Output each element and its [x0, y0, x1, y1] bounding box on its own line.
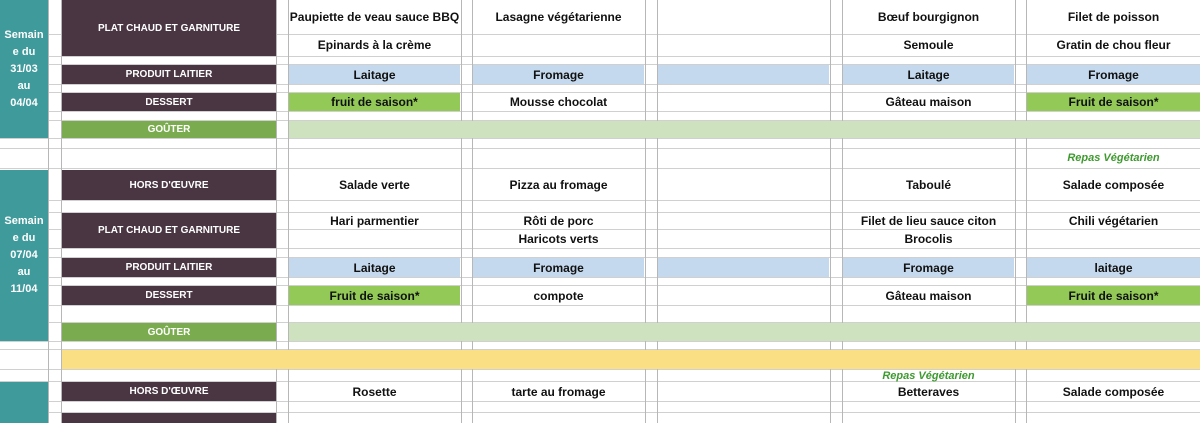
w2-dessert-tue: compote — [533, 288, 584, 303]
grid-line — [0, 111, 1200, 112]
w1-gouter-band — [289, 121, 1200, 138]
grid-line — [0, 56, 1200, 57]
label-hors-oeuvre: HORS D'ŒUVRE — [62, 170, 276, 200]
w2-main2-thu: Brocolis — [904, 232, 953, 246]
label-gouter: GOÛTER — [62, 121, 276, 138]
grid-line — [0, 84, 1200, 85]
w2-main1-tue: Rôti de porc — [523, 214, 594, 228]
w1-main1-mon: Paupiette de veau sauce BBQ — [289, 9, 460, 24]
grid-line — [0, 401, 1200, 402]
w2-gouter-band — [289, 323, 1200, 341]
label-dessert: DESSERT — [62, 286, 276, 305]
w3-starter-thu: Betteraves — [897, 384, 960, 399]
w2-dairy-fri: laitage — [1027, 258, 1200, 277]
w1-dairy-tue: Fromage — [473, 65, 644, 84]
w1-dairy-wed — [658, 65, 829, 84]
w3-starter-wed — [658, 382, 829, 401]
grid-line — [0, 341, 1200, 342]
w1-main2-tue — [473, 35, 644, 55]
week-label-07-04: Semain e du 07/04 au 11/04 — [0, 170, 48, 341]
w2-dairy-mon: Laitage — [289, 258, 460, 277]
w1-dessert-thu: Gâteau maison — [885, 95, 972, 109]
grid-line — [0, 200, 1200, 201]
w2-dessert-wed — [658, 286, 829, 305]
veg-meal-label: Repas Végétarien — [1067, 152, 1160, 164]
w2-main1-thu: Filet de lieu sauce citon — [860, 214, 997, 228]
w1-main2-mon: Epinards à la crème — [317, 38, 432, 52]
w1-main1-wed — [658, 3, 829, 30]
w2-starter-mon: Salade verte — [339, 178, 410, 192]
w1-main1-thu: Bœuf bourgignon — [877, 9, 980, 24]
grid-line — [0, 305, 1200, 306]
w2-dessert-thu: Gâteau maison — [885, 288, 972, 303]
w2-starter-wed — [658, 172, 829, 198]
w1-main2-wed — [658, 35, 829, 55]
w1-dessert-wed — [658, 93, 829, 111]
holiday-band — [62, 350, 1200, 369]
w2-dairy-tue: Fromage — [473, 258, 644, 277]
w1-dairy-thu: Laitage — [843, 65, 1014, 84]
week-label-31-03: Semain e du 31/03 au 04/04 — [0, 0, 48, 138]
w2-main1-wed — [658, 213, 829, 229]
grid-line — [0, 148, 1200, 149]
grid-line — [48, 0, 49, 423]
label-produit-laitier: PRODUIT LAITIER — [62, 65, 276, 84]
label-gouter: GOÛTER — [62, 323, 276, 341]
w1-dessert-fri: Fruit de saison* — [1027, 93, 1200, 111]
w1-main2-thu: Semoule — [903, 38, 954, 52]
grid-line — [0, 138, 1200, 139]
label-hors-oeuvre: HORS D'ŒUVRE — [62, 382, 276, 401]
w2-dairy-wed — [658, 258, 829, 277]
w3-starter-tue: tarte au fromage — [511, 384, 606, 399]
w2-main2-fri — [1027, 230, 1200, 248]
week-label-next — [0, 382, 48, 423]
w3-starter-fri: Salade composée — [1062, 384, 1165, 399]
w1-dairy-fri: Fromage — [1027, 65, 1200, 84]
w2-main2-tue: Haricots verts — [518, 232, 599, 246]
label-dessert: DESSERT — [62, 93, 276, 111]
w2-dairy-thu: Fromage — [843, 258, 1014, 277]
w1-dairy-mon: Laitage — [289, 65, 460, 84]
w1-dessert-mon: fruit de saison* — [289, 93, 460, 111]
w1-main2-fri: Gratin de chou fleur — [1056, 38, 1171, 52]
w1-dessert-tue: Mousse chocolat — [509, 95, 608, 109]
label-plat-chaud-partial — [62, 413, 276, 423]
w2-main2-wed — [658, 230, 829, 248]
grid-line — [0, 248, 1200, 249]
label-plat-chaud: PLAT CHAUD ET GARNITURE — [62, 213, 276, 248]
w2-starter-thu: Taboulé — [905, 178, 952, 192]
label-plat-chaud: PLAT CHAUD ET GARNITURE — [62, 0, 276, 56]
w2-dessert-fri: Fruit de saison* — [1027, 286, 1200, 305]
w3-starter-mon: Rosette — [352, 384, 397, 399]
grid-line — [0, 168, 1200, 169]
w2-starter-fri: Salade composée — [1062, 178, 1165, 192]
w2-starter-tue: Pizza au fromage — [509, 178, 608, 192]
w2-dessert-mon: Fruit de saison* — [289, 286, 460, 305]
label-produit-laitier: PRODUIT LAITIER — [62, 258, 276, 277]
grid-line — [0, 277, 1200, 278]
w2-main2-mon — [289, 230, 460, 248]
w2-main1-fri: Chili végétarien — [1068, 214, 1159, 228]
w1-main1-tue: Lasagne végétarienne — [495, 9, 622, 24]
w2-main1-mon: Hari parmentier — [330, 214, 419, 228]
veg-meal-label: Repas Végétarien — [882, 370, 975, 382]
w1-main1-fri: Filet de poisson — [1067, 9, 1160, 24]
grid-line — [0, 369, 1200, 370]
